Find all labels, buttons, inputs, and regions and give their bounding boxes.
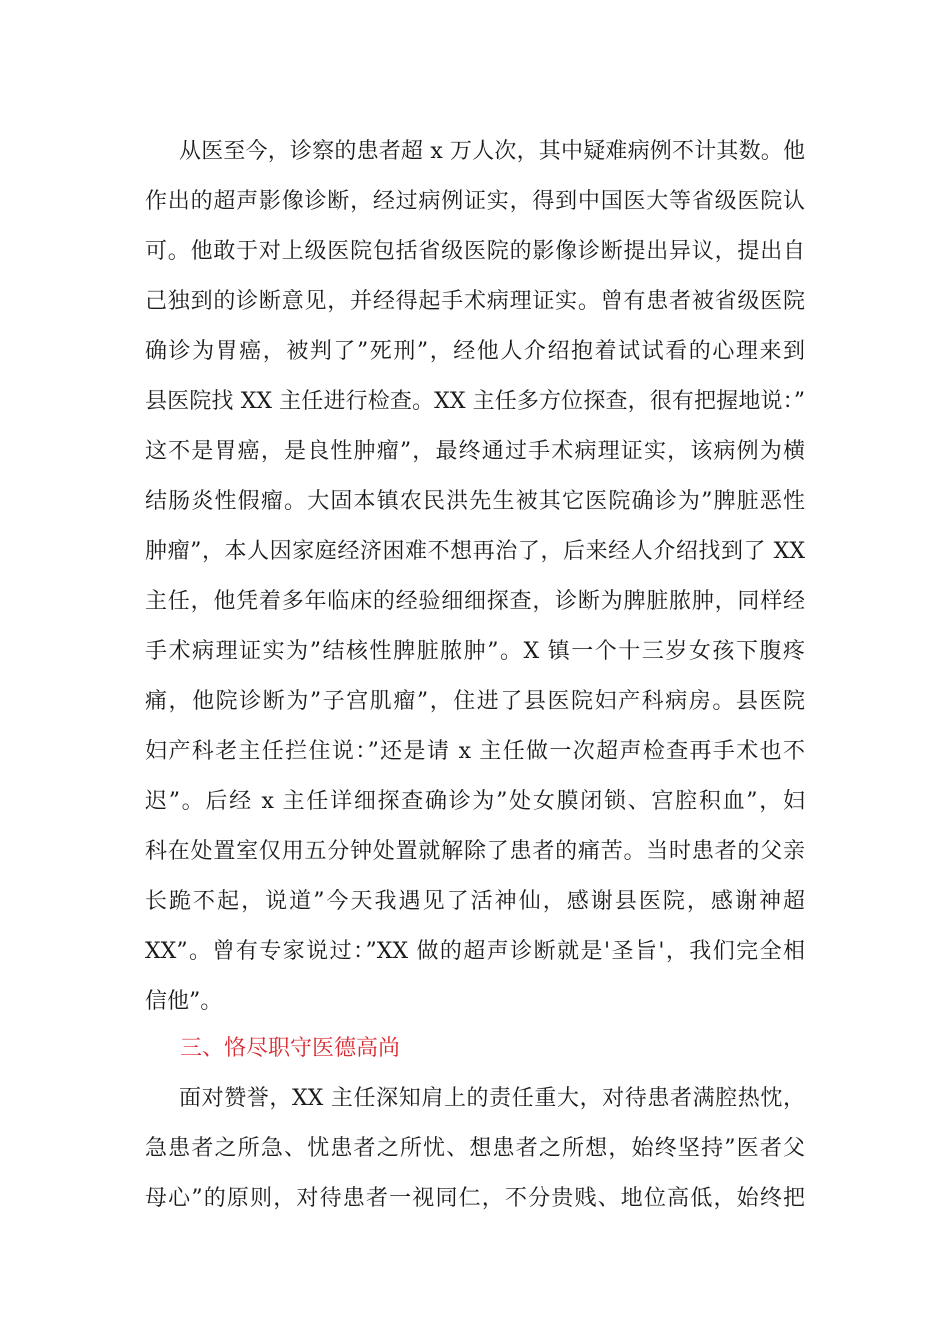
paragraph-line: 作出的超声影像诊断，经过病例证实，得到中国医大等省级医院认 xyxy=(145,189,805,214)
paragraph-line: 急患者之所急、忧患者之所忧、想患者之所想，始终坚持”医者父 xyxy=(145,1136,805,1161)
paragraph-line: 长跪不起，说道”今天我遇见了活神仙，感谢县医院，感谢神超 xyxy=(145,889,805,914)
paragraph-line: 痛，他院诊断为”子宫肌瘤”，住进了县医院妇产科病房。县医院 xyxy=(145,689,805,714)
paragraph-line: 确诊为胃癌，被判了”死刑”，经他人介绍抱着试试看的心理来到 xyxy=(145,339,805,364)
paragraph-line: 可。他敢于对上级医院包括省级医院的影像诊断提出异议，提出自 xyxy=(145,239,805,264)
paragraph-line: 科在处置室仅用五分钟处置就解除了患者的痛苦。当时患者的父亲 xyxy=(145,839,805,864)
paragraph-line: 从医至今，诊察的患者超 x 万人次，其中疑难病例不计其数。他 xyxy=(179,139,805,164)
paragraph-line: 妇产科老主任拦住说：”还是请 x 主任做一次超声检查再手术也不 xyxy=(145,739,805,764)
paragraph-line: 主任，他凭着多年临床的经验细细探查，诊断为脾脏脓肿，同样经 xyxy=(145,589,805,614)
paragraph-line: XX”。曾有专家说过：”XX 做的超声诊断就是'圣旨'，我们完全相 xyxy=(145,939,805,964)
paragraph-line: 县医院找 XX 主任进行检查。XX 主任多方位探查，很有把握地说：” xyxy=(145,389,805,414)
paragraph-line: 肿瘤”，本人因家庭经济困难不想再治了，后来经人介绍找到了 XX xyxy=(145,539,805,564)
paragraph-line: 信他”。 xyxy=(145,989,223,1014)
section-heading: 三、恪尽职守医德高尚 xyxy=(180,1036,401,1061)
paragraph-line: 这不是胃癌，是良性肿瘤”，最终通过手术病理证实，该病例为横 xyxy=(145,439,805,464)
paragraph-line: 手术病理证实为”结核性脾脏脓肿”。X 镇一个十三岁女孩下腹疼 xyxy=(145,639,805,664)
paragraph-line: 母心”的原则，对待患者一视同仁，不分贵贱、地位高低，始终把 xyxy=(145,1186,805,1211)
paragraph-line: 己独到的诊断意见，并经得起手术病理证实。曾有患者被省级医院 xyxy=(145,289,805,314)
paragraph-line: 结肠炎性假瘤。大固本镇农民洪先生被其它医院确诊为”脾脏恶性 xyxy=(145,489,805,514)
paragraph-line: 迟”。后经 x 主任详细探查确诊为”处女膜闭锁、宫腔积血”，妇 xyxy=(145,789,805,814)
paragraph-line: 面对赞誉，XX 主任深知肩上的责任重大，对待患者满腔热忱， xyxy=(179,1086,805,1111)
